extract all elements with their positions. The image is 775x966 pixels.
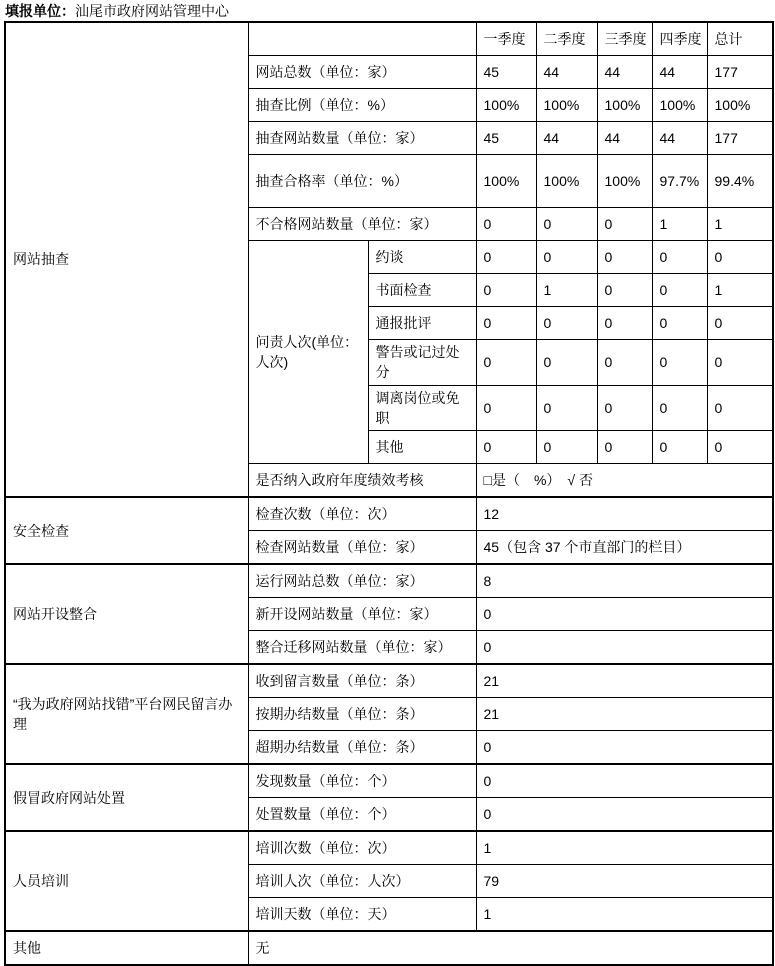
table-row-check-count bbox=[5, 497, 773, 531]
header-row bbox=[5, 22, 773, 56]
cell-value: 1 bbox=[707, 208, 773, 241]
cell-value: 0 bbox=[476, 431, 536, 464]
row-label: 警告或记过处分 bbox=[368, 340, 476, 386]
row-label: 抽查合格率（单位：%） bbox=[248, 155, 476, 208]
cell-value: 100% bbox=[476, 155, 536, 208]
cell-value: 无 bbox=[248, 931, 773, 965]
category-fake-site-handling: 假冒政府网站处置 bbox=[5, 764, 248, 831]
row-label: 通报批评 bbox=[368, 307, 476, 340]
category-other: 其他 bbox=[5, 931, 248, 965]
header-empty-cell bbox=[248, 22, 476, 56]
cell-value: 44 bbox=[597, 56, 652, 89]
cell-value: 0 bbox=[652, 340, 707, 386]
cell-value: 100% bbox=[597, 89, 652, 122]
cell-value: 0 bbox=[652, 241, 707, 274]
cell-value: 0 bbox=[707, 340, 773, 386]
report-table bbox=[4, 21, 774, 966]
row-label: 收到留言数量（单位：条） bbox=[248, 664, 476, 698]
col-header-q3: 三季度 bbox=[597, 22, 652, 56]
col-header-q1: 一季度 bbox=[476, 22, 536, 56]
cell-value: 1 bbox=[536, 274, 597, 307]
row-label: 新开设网站数量（单位：家） bbox=[248, 598, 476, 631]
cell-value: 0 bbox=[597, 385, 652, 431]
cell-value: 100% bbox=[536, 89, 597, 122]
row-label: 检查次数（单位：次） bbox=[248, 497, 476, 531]
cell-value: 0 bbox=[476, 241, 536, 274]
cell-value: 44 bbox=[536, 56, 597, 89]
cell-value: 1 bbox=[707, 274, 773, 307]
cell-value: 12 bbox=[476, 497, 773, 531]
cell-value: 1 bbox=[476, 898, 773, 932]
category-error-report-platform: “我为政府网站找错”平台网民留言办理 bbox=[5, 664, 248, 764]
cell-value: 99.4% bbox=[707, 155, 773, 208]
row-label: 超期办结数量（单位：条） bbox=[248, 731, 476, 765]
cell-value: 0 bbox=[536, 307, 597, 340]
cell-value: 100% bbox=[536, 155, 597, 208]
row-label: 培训人次（单位：人次） bbox=[248, 865, 476, 898]
row-label: 不合格网站数量（单位：家） bbox=[248, 208, 476, 241]
cell-value: 0 bbox=[707, 385, 773, 431]
cell-value: 0 bbox=[707, 431, 773, 464]
cell-value: 79 bbox=[476, 865, 773, 898]
cell-value: 0 bbox=[707, 241, 773, 274]
cell-value: 100% bbox=[476, 89, 536, 122]
report-header bbox=[4, 3, 771, 21]
cell-value: 0 bbox=[597, 208, 652, 241]
cell-value: 0 bbox=[536, 431, 597, 464]
cell-value: 0 bbox=[536, 385, 597, 431]
row-label: 网站总数（单位：家） bbox=[248, 56, 476, 89]
category-staff-training: 人员培训 bbox=[5, 831, 248, 931]
cell-value: 100% bbox=[707, 89, 773, 122]
category-website-sampling: 网站抽查 bbox=[5, 22, 248, 497]
report-unit-label: 填报单位： bbox=[5, 3, 75, 19]
row-label: 培训次数（单位：次） bbox=[248, 831, 476, 865]
row-label: 是否纳入政府年度绩效考核 bbox=[248, 464, 476, 498]
cell-value: 1 bbox=[652, 208, 707, 241]
cell-value: 0 bbox=[476, 598, 773, 631]
row-label: 按期办结数量（单位：条） bbox=[248, 698, 476, 731]
cell-value: 44 bbox=[652, 56, 707, 89]
cell-value: 0 bbox=[536, 340, 597, 386]
cell-value: 100% bbox=[652, 89, 707, 122]
cell-value: 97.7% bbox=[652, 155, 707, 208]
cell-value: 100% bbox=[597, 155, 652, 208]
cell-value: 45 bbox=[476, 122, 536, 155]
cell-value: 0 bbox=[476, 385, 536, 431]
cell-value: 0 bbox=[597, 274, 652, 307]
cell-value: 21 bbox=[476, 664, 773, 698]
table-row-training-sessions bbox=[5, 831, 773, 865]
row-label: 约谈 bbox=[368, 241, 476, 274]
row-label: 抽查比例（单位：%） bbox=[248, 89, 476, 122]
category-site-integration: 网站开设整合 bbox=[5, 564, 248, 664]
row-label: 书面检查 bbox=[368, 274, 476, 307]
cell-value: 0 bbox=[536, 208, 597, 241]
row-label: 检查网站数量（单位：家） bbox=[248, 531, 476, 565]
cell-value: 0 bbox=[652, 385, 707, 431]
table-row-running-sites bbox=[5, 564, 773, 598]
col-header-total: 总计 bbox=[707, 22, 773, 56]
row-label: 调离岗位或免职 bbox=[368, 385, 476, 431]
row-label: 培训天数（单位：天） bbox=[248, 898, 476, 932]
row-label: 处置数量（单位：个） bbox=[248, 798, 476, 832]
assessment-answer: □是（ %） √ 否 bbox=[476, 464, 773, 498]
row-label: 发现数量（单位：个） bbox=[248, 764, 476, 798]
row-label: 运行网站总数（单位：家） bbox=[248, 564, 476, 598]
cell-value: 177 bbox=[707, 56, 773, 89]
cell-value: 44 bbox=[652, 122, 707, 155]
table-row-messages-received bbox=[5, 664, 773, 698]
cell-value: 8 bbox=[476, 564, 773, 598]
cell-value: 0 bbox=[597, 307, 652, 340]
row-label: 其他 bbox=[368, 431, 476, 464]
cell-value: 0 bbox=[476, 798, 773, 832]
cell-value: 45 bbox=[476, 56, 536, 89]
cell-value: 177 bbox=[707, 122, 773, 155]
cell-value: 0 bbox=[597, 340, 652, 386]
cell-value: 21 bbox=[476, 698, 773, 731]
row-label: 整合迁移网站数量（单位：家） bbox=[248, 631, 476, 665]
cell-value: 0 bbox=[536, 241, 597, 274]
cell-value: 0 bbox=[476, 307, 536, 340]
cell-value: 44 bbox=[536, 122, 597, 155]
cell-value: 0 bbox=[652, 274, 707, 307]
cell-value: 0 bbox=[476, 731, 773, 765]
cell-value: 0 bbox=[652, 431, 707, 464]
cell-value: 0 bbox=[476, 208, 536, 241]
row-label: 抽查网站数量（单位：家） bbox=[248, 122, 476, 155]
cell-value: 0 bbox=[597, 431, 652, 464]
accountability-label: 问责人次(单位：人次) bbox=[248, 241, 368, 464]
col-header-q2: 二季度 bbox=[536, 22, 597, 56]
cell-value: 45（包含 37 个市直部门的栏目） bbox=[476, 531, 773, 565]
cell-value: 0 bbox=[597, 241, 652, 274]
category-security-check: 安全检查 bbox=[5, 497, 248, 564]
cell-value: 0 bbox=[476, 340, 536, 386]
cell-value: 0 bbox=[707, 307, 773, 340]
cell-value: 0 bbox=[476, 764, 773, 798]
col-header-q4: 四季度 bbox=[652, 22, 707, 56]
cell-value: 1 bbox=[476, 831, 773, 865]
cell-value: 0 bbox=[476, 274, 536, 307]
cell-value: 0 bbox=[652, 307, 707, 340]
cell-value: 0 bbox=[476, 631, 773, 665]
table-row-other bbox=[5, 931, 773, 965]
table-row-fake-found bbox=[5, 764, 773, 798]
cell-value: 44 bbox=[597, 122, 652, 155]
report-unit-name: 汕尾市政府网站管理中心 bbox=[75, 3, 229, 19]
